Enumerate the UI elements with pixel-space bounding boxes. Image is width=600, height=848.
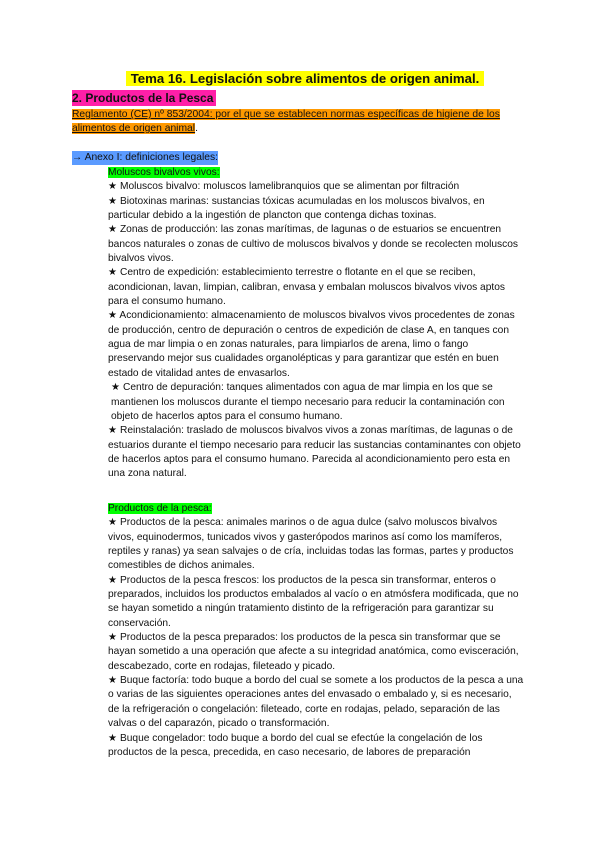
list-item: ★ Reinstalación: traslado de moluscos bivalvos vivos a zonas marítimas, de lagunas o de estuarios durante el tiempo necesario para reducir las sustancias contaminantes con objeto de hacerlos aptos para el consumo humano. Parecida al acondicionamiento pero esta en una zona natural. [108,425,521,480]
list-item: ★ Zonas de producción: las zonas marítimas, de lagunas o de estuarios se encuentren bancos naturales o zonas de cultivo de moluscos bivalvos y donde se recolecten moluscos bivalvos vivos. [108,224,518,265]
regulation-end: . [195,123,198,134]
title-row [0,70,600,88]
moluscos-block [108,166,524,482]
list-item: ★ Productos de la pesca preparados: los productos de la pesca sin transformar que se hayan sometido a una operación que afecte a su integridad anatómica, como evisceración, descabezado, corte en rodajas, fileteado y picado. [108,632,519,672]
regulation-paragraph [72,108,524,136]
list-item: ★ Productos de la pesca: animales marinos o de agua dulce (salvo moluscos bivalvos vivos, equinodermos, tunicados vivos y gasterópodos marinos así como los mamíferos, reptiles y ranas) ya sean salvajes o de cría, incluidas todas las formas, partes y productos comestibles de dichos animales. [108,517,514,572]
list-item: ★ Buque factoría: todo buque a bordo del cual se somete a los productos de la pesca a una o varias de las siguientes operaciones antes del envasado o embalado y, si es necesario, de la refrigeración o congelación: fileteado, corte en rodajas, pelado, separación de las valvas o del caparazón, picado o transformación. [108,675,524,730]
document-title: Tema 16. Legislación sobre alimentos de origen animal. [126,71,485,86]
moluscos-header: Moluscos bivalvos vivos: [108,167,220,178]
list-item: ★ Buque congelador: todo buque a bordo del cual se efectúe la congelación de los productos de la pesca, precedida, en caso necesario, de labores de preparación [108,732,483,758]
list-item: ★ Centro de expedición: establecimiento terrestre o flotante en el que se reciben, acondicionan, lavan, limpian, calibran, envasa y embalan moluscos bivalvos vivos aptos para el consumo humano. [108,267,505,308]
list-item: ★ Centro de depuración: tanques alimentados con agua de mar limpia en los que se mantienen los moluscos durante el tiempo necesario para reducir la contaminación con objeto de hacerlos aptos para el consumo humano. [111,382,505,422]
list-item: ★ Biotoxinas marinas: sustancias tóxicas acumuladas en los moluscos bivalvos, en particular debido a la ingestión de plancton que contenga dichas toxinas. [108,195,485,222]
list-item: ★ Moluscos bivalvo: moluscos lamelibranquios que se alimentan por filtración [108,181,460,193]
list-item: ★ Productos de la pesca frescos: los productos de la pesca sin transformar, enteros o preparados, incluidos los productos embalados al vacío o en atmósfera modificada, que no se hayan sometido a ningún tratamiento distinto de la refrigeración para garantizar su conservación. [108,574,519,629]
annex-heading: → Anexo I: definiciones legales: [72,152,218,163]
section-heading: 2. Productos de la Pesca [72,90,216,106]
pesca-header: Productos de la pesca: [108,503,212,514]
pesca-block [108,502,524,760]
regulation-link[interactable]: Reglamento (CE) nº 853/2004: por el que se establecen normas específicas de higiene de los alimentos de origen animal [72,109,500,134]
list-item: ★ Acondicionamiento: almacenamiento de moluscos bivalvos vivos procedentes de zonas de producción, centro de depuración o centros de expedición de clase A, en tanques con agua de mar limpia o en zonas naturales, para limpiarlos de arena, limo o fango preservando mejor sus cualidades organolépticas y para garantizar que estén en buen estado de vitalidad antes de envasarlos. [108,310,515,379]
